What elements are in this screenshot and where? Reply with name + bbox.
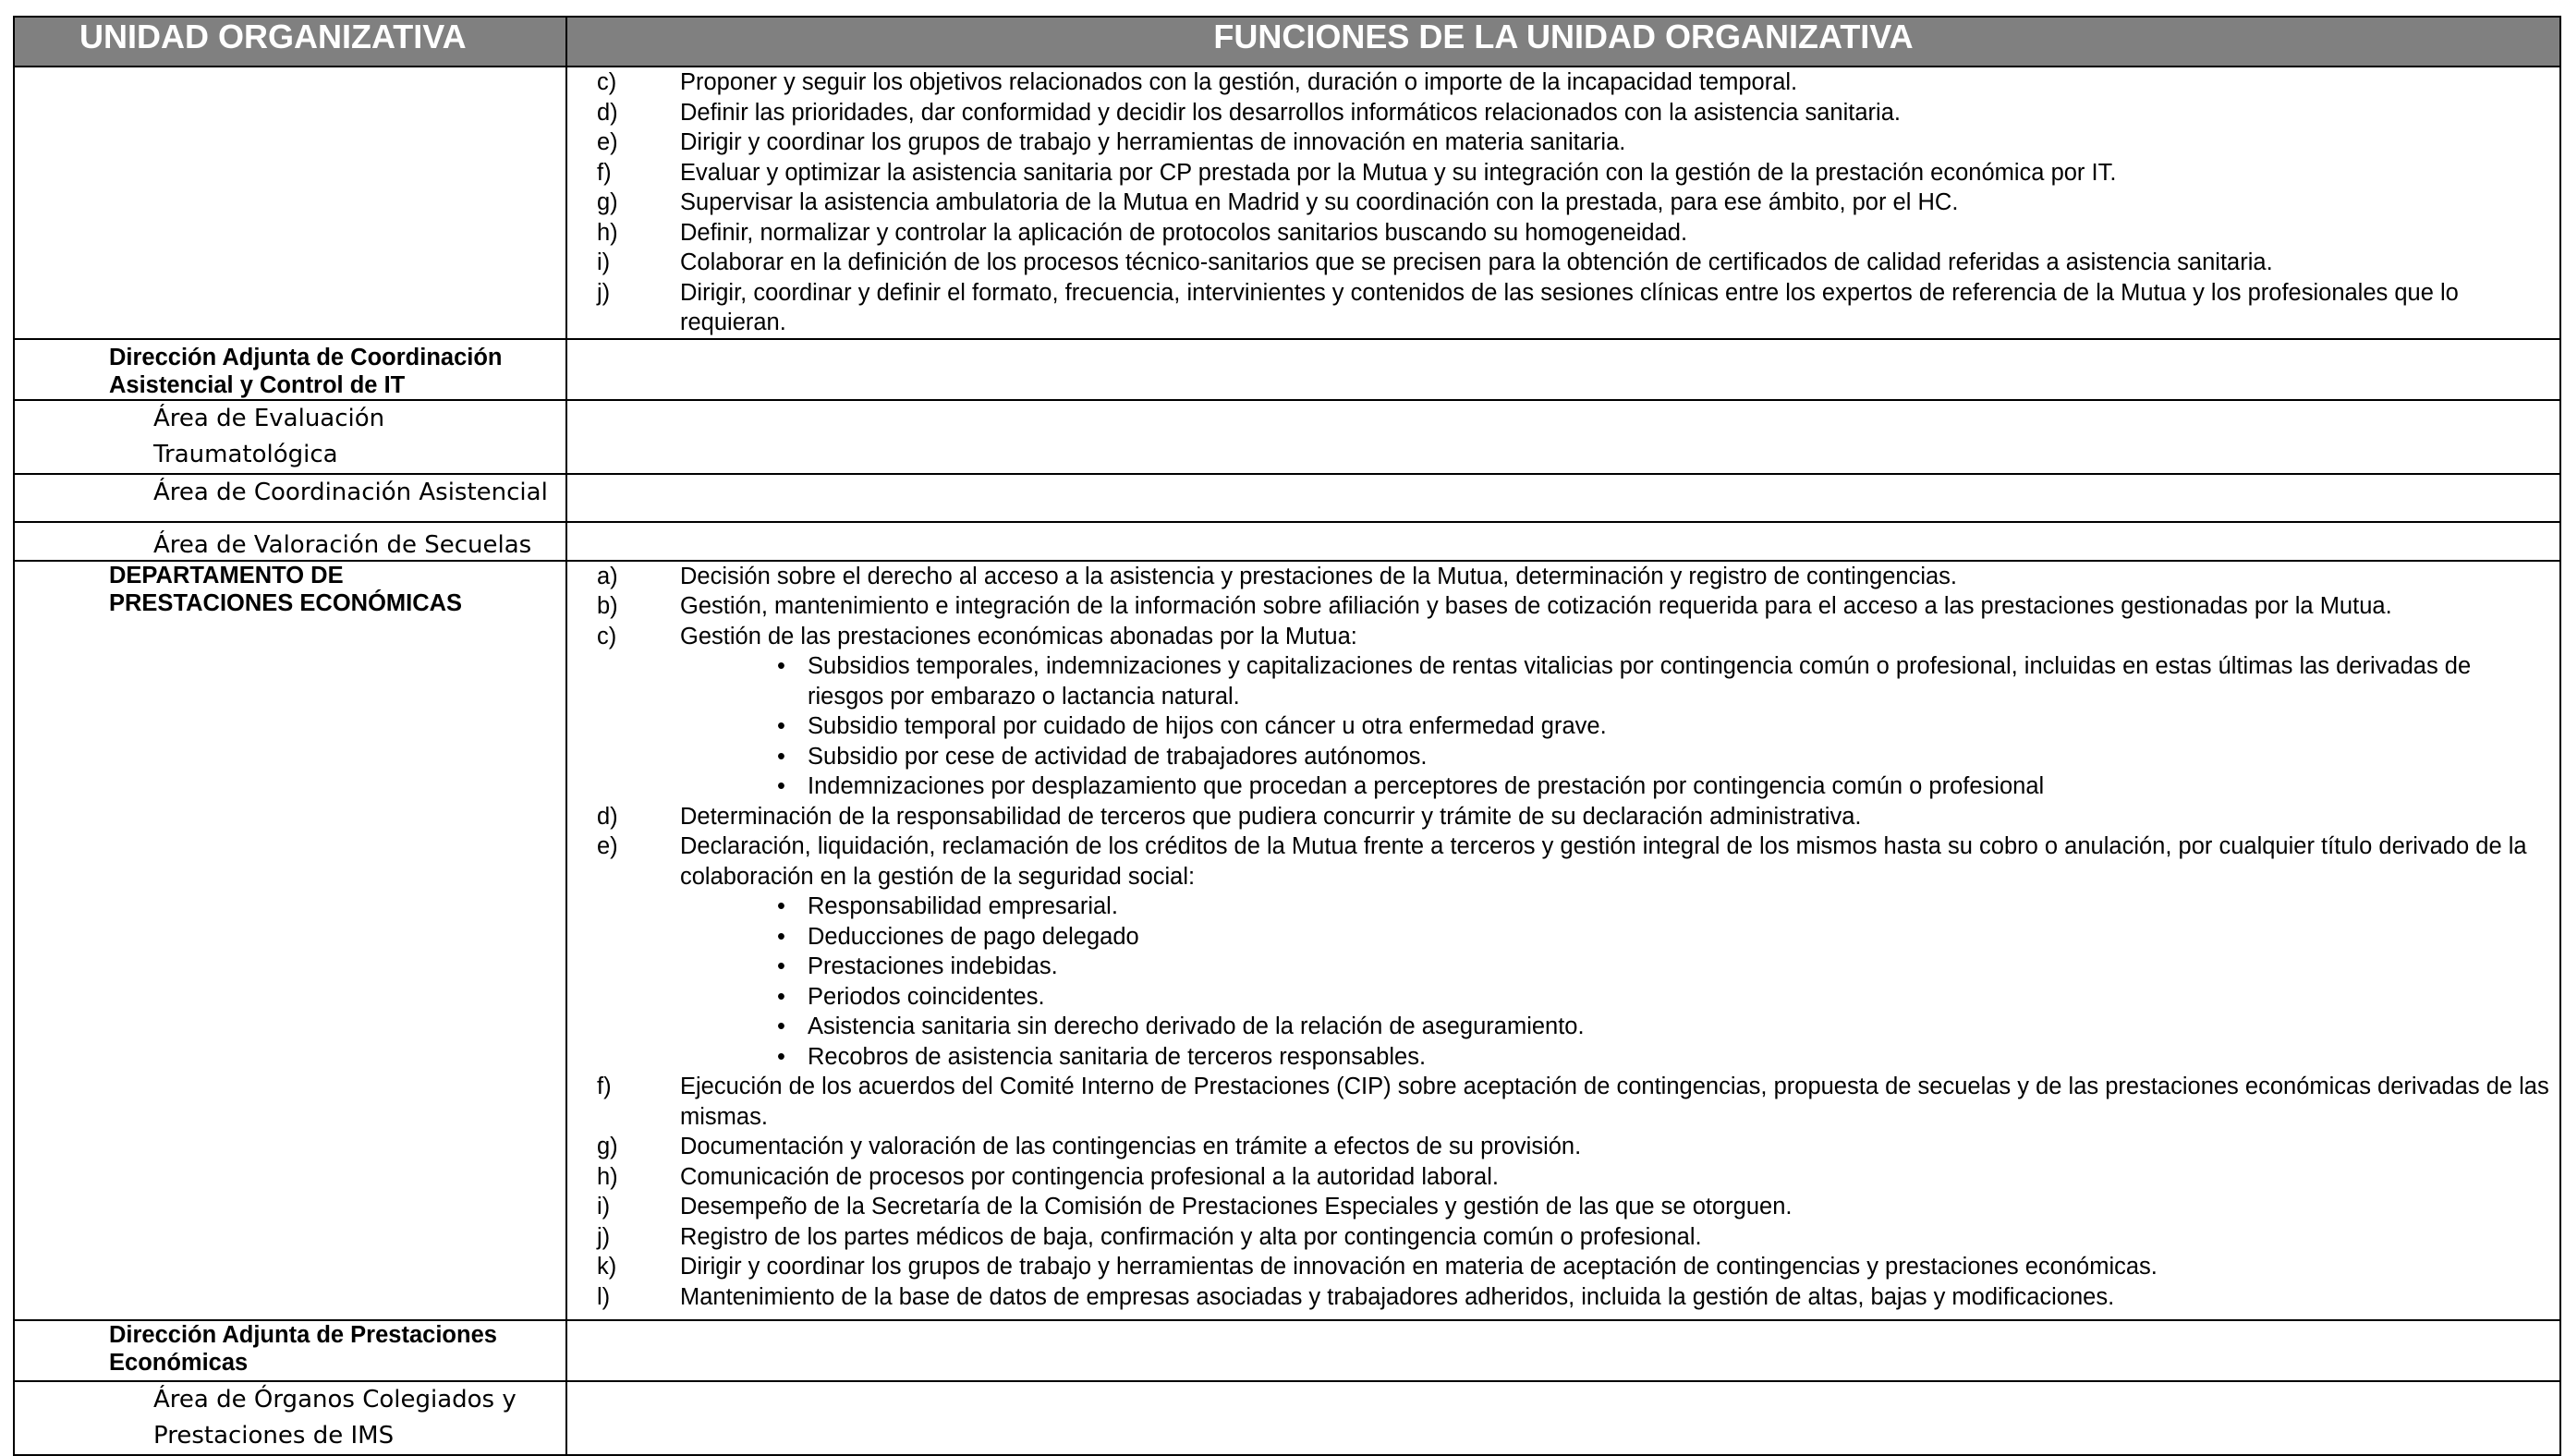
functions-cell-empty <box>566 339 2560 400</box>
functions-cell-empty <box>566 1320 2560 1381</box>
list-item: a) Decisión sobre el derecho al acceso a la asistencia y prestaciones de la Mutua, determinación y registro de contingencias. <box>597 563 1958 589</box>
unit-cell <box>14 1320 566 1381</box>
bullet-item: • Indemnizaciones por desplazamiento que procedan a perceptores de prestación por contingencia común o profesional <box>777 773 2045 799</box>
sub-list <box>597 892 2559 1072</box>
list-item: d) Determinación de la responsabilidad de terceros que pudiera concurrir y trámite de su declaración administrativa. <box>597 803 1862 830</box>
function-list <box>567 562 2559 1313</box>
list-item: c) Proponer y seguir los objetivos relacionados con la gestión, duración o importe de la incapacidad temporal. <box>597 69 1798 95</box>
bullet-item: • Subsidio temporal por cuidado de hijos con cáncer u otra enfermedad grave. <box>777 713 1607 739</box>
list-item: i) Colaborar en la definición de los procesos técnico-sanitarios que se precisen para la obtención de certificados de calidad referidas a asistencia sanitaria. <box>597 249 2273 275</box>
unit-name-area-valor: Área de Valoración de Secuelas <box>153 530 532 559</box>
functions-cell-empty <box>566 1381 2560 1455</box>
unit-cell <box>14 339 566 400</box>
table-row <box>14 339 2560 400</box>
bullet-item: • Deducciones de pago delegado <box>777 923 1139 950</box>
unit-name-area-coord: Área de Coordinación Asistencial <box>153 478 548 506</box>
unit-cell <box>14 522 566 561</box>
table-header-row <box>14 17 2560 67</box>
bullet-item: • Asistencia sanitaria sin derecho derivado de la relación de aseguramiento. <box>777 1013 1585 1039</box>
unit-name-area-eval: Área de Evaluación Traumatológica <box>153 404 385 468</box>
functions-cell <box>566 67 2560 339</box>
unit-cell <box>14 400 566 474</box>
unit-name-dir-prest: Dirección Adjunta de Prestaciones Económicas <box>109 1321 497 1376</box>
functions-cell-empty <box>566 474 2560 522</box>
list-item: h) Definir, normalizar y controlar la aplicación de protocolos sanitarios buscando su homogeneidad. <box>597 219 1688 246</box>
list-item: l) Mantenimiento de la base de datos de empresas asociadas y trabajadores adheridos, incluida la gestión de altas, bajas y modificaciones. <box>597 1283 2115 1310</box>
table-row <box>14 561 2560 1320</box>
sub-list <box>597 651 2559 802</box>
bullet-item: • Responsabilidad empresarial. <box>777 893 1118 919</box>
functions-cell-empty <box>566 522 2560 561</box>
table-row <box>14 400 2560 474</box>
list-item: f) Ejecución de los acuerdos del Comité Interno de Prestaciones (CIP) sobre aceptación de contingencias, propuesta de secuelas y de las prestaciones económicas derivadas de las mismas. <box>597 1074 2549 1130</box>
list-item: i) Desempeño de la Secretaría de la Comisión de Prestaciones Especiales y gestión de las que se otorguen. <box>597 1194 1793 1219</box>
functions-cell-empty <box>566 400 2560 474</box>
table-row <box>14 1381 2560 1455</box>
functions-cell <box>566 561 2560 1320</box>
list-item: d) Definir las prioridades, dar conformidad y decidir los desarrollos informáticos relacionados con la asistencia sanitaria. <box>597 99 1901 126</box>
bullet-item: • Subsidios temporales, indemnizaciones y capitalizaciones de rentas vitalicias por contingencia común o profesional, incluidas en estas últimas las derivadas de riesgos por embarazo o lactancia natural. <box>777 653 2472 710</box>
list-item: e) Declaración, liquidación, reclamación de los créditos de la Mutua frente a terceros y gestión integral de los mismos hasta su cobro o anulación, por cualquier título derivado de la colaboración en la gestión de la seguridad social: <box>597 833 2527 890</box>
unit-cell <box>14 561 566 1320</box>
table-row <box>14 522 2560 561</box>
list-item: j) Dirigir, coordinar y definir el formato, frecuencia, intervinientes y contenidos de las sesiones clínicas entre los expertos de referencia de la Mutua y los profesionales que lo requieran. <box>597 279 2459 335</box>
table-row <box>14 67 2560 339</box>
table-row <box>14 474 2560 522</box>
list-item: j) Registro de los partes médicos de baja, confirmación y alta por contingencia común o profesional. <box>597 1223 1702 1250</box>
unit-cell <box>14 1381 566 1455</box>
table-row <box>14 1320 2560 1381</box>
list-item: c) Gestión de las prestaciones económicas abonadas por la Mutua: <box>597 623 1357 649</box>
header-unit: UNIDAD ORGANIZATIVA <box>14 17 566 67</box>
list-item: g) Documentación y valoración de las contingencias en trámite a efectos de su provisión. <box>597 1134 1582 1159</box>
bullet-item: • Periodos coincidentes. <box>777 983 1045 1010</box>
list-item: h) Comunicación de procesos por contingencia profesional a la autoridad laboral. <box>597 1163 1499 1190</box>
unit-name-area-org: Área de Órganos Colegiados y Prestaciones de IMS <box>153 1385 517 1450</box>
list-item: f) Evaluar y optimizar la asistencia sanitaria por CP prestada por la Mutua y su integración con la gestión de la prestación económica por IT. <box>597 159 2117 186</box>
bullet-item: • Prestaciones indebidas. <box>777 953 1058 979</box>
list-item: k) Dirigir y coordinar los grupos de trabajo y herramientas de innovación en materia de aceptación de contingencias y prestaciones económicas. <box>597 1254 2158 1280</box>
unit-cell-empty <box>14 67 566 339</box>
function-list <box>567 67 2559 338</box>
list-item: e) Dirigir y coordinar los grupos de trabajo y herramientas de innovación en materia sanitaria. <box>597 129 1626 155</box>
unit-name-dir-coord: Dirección Adjunta de Coordinación Asistencial y Control de IT <box>109 344 503 398</box>
bullet-item: • Subsidio por cese de actividad de trabajadores autónomos. <box>777 743 1428 770</box>
header-functions: FUNCIONES DE LA UNIDAD ORGANIZATIVA <box>566 17 2560 67</box>
list-item: b) Gestión, mantenimiento e integración de la información sobre afiliación y bases de cotización requerida para el acceso a las prestaciones gestionadas por la Mutua. <box>597 593 2392 619</box>
organization-table <box>13 16 2561 1456</box>
unit-name-dept: DEPARTAMENTO DE PRESTACIONES ECONÓMICAS <box>109 562 463 616</box>
unit-cell <box>14 474 566 522</box>
bullet-item: • Recobros de asistencia sanitaria de terceros responsables. <box>777 1043 1427 1070</box>
list-item: g) Supervisar la asistencia ambulatoria de la Mutua en Madrid y su coordinación con la prestada, para ese ámbito, por el HC. <box>597 189 1959 215</box>
document-page <box>13 16 2559 1456</box>
